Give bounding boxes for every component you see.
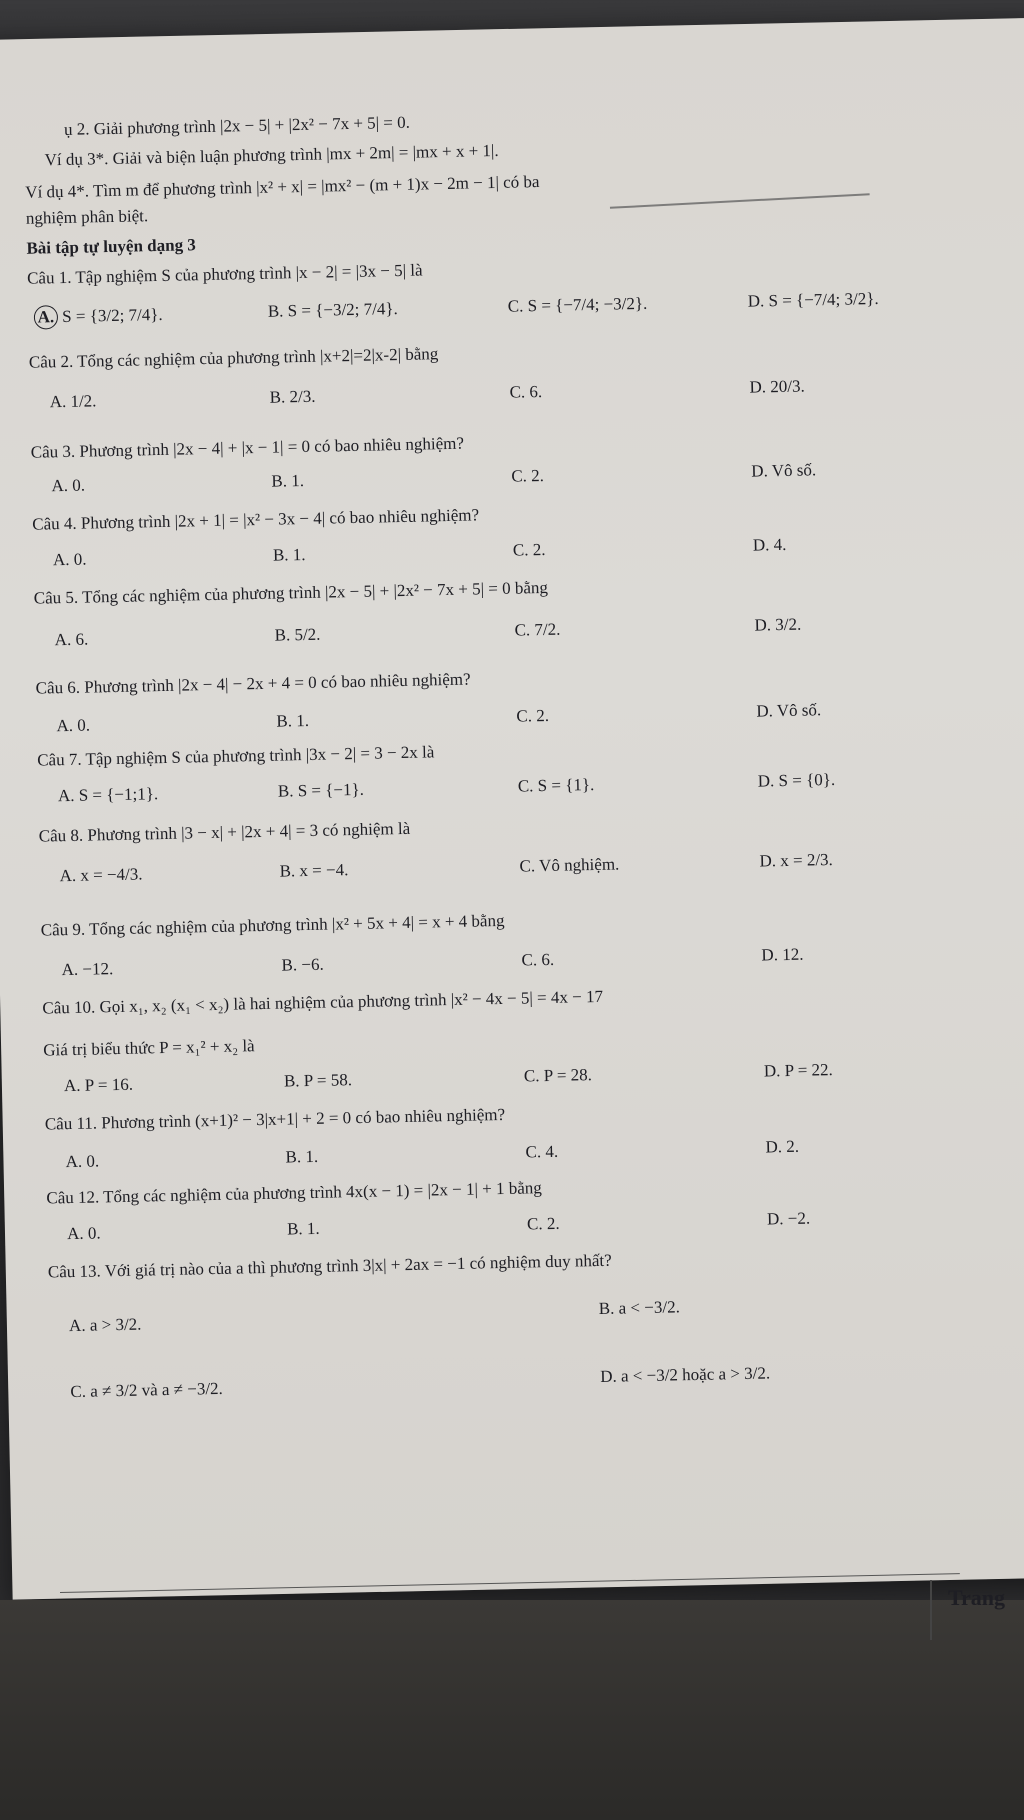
q2-option-d[interactable]: D. 20/3. — [749, 376, 805, 397]
q7-option-b[interactable]: B. S = {−1}. — [277, 779, 365, 801]
q1-option-a-text: S = {3/2; 7/4}. — [61, 304, 163, 327]
q8-option-d[interactable]: D. x = 2/3. — [759, 850, 834, 871]
question-3: Câu 3. Phương trình |2x − 4| + |x − 1| = 0 có bao nhiêu nghiệm? — [30, 433, 465, 462]
q13-option-c[interactable]: C. a ≠ 3/2 và a ≠ −3/2. — [70, 1378, 224, 1402]
q3-option-d[interactable]: D. Vô số. — [751, 460, 817, 481]
q4-option-d[interactable]: D. 4. — [752, 534, 787, 555]
q10-option-a[interactable]: A. P = 16. — [63, 1074, 134, 1096]
q10-option-b[interactable]: B. P = 58. — [283, 1070, 353, 1091]
section-heading: Bài tập tự luyện dạng 3 — [26, 235, 197, 258]
q2-option-c[interactable]: C. 6. — [509, 381, 543, 402]
question-9: Câu 9. Tổng các nghiệm của phương trình |x² + 5x + 4| = x + 4 bằng — [40, 910, 505, 940]
q12-option-c[interactable]: C. 2. — [526, 1213, 560, 1234]
q1-option-d[interactable]: D. S = {−7/4; 3/2}. — [747, 288, 879, 311]
q13-option-b[interactable]: B. a < −3/2. — [598, 1297, 681, 1319]
q6-option-a[interactable]: A. 0. — [56, 715, 91, 736]
question-6: Câu 6. Phương trình |2x − 4| − 2x + 4 = 0 có bao nhiêu nghiệm? — [35, 669, 471, 698]
q1-option-a[interactable] — [38, 303, 163, 330]
question-13: Câu 13. Với giá trị nào của a thì phương trình 3|x| + 2ax = −1 có nghiệm duy nhất? — [47, 1250, 612, 1282]
q8-option-b[interactable]: B. x = −4. — [279, 860, 349, 881]
q13-option-a[interactable]: A. a > 3/2. — [68, 1314, 142, 1336]
example-2: ụ 2. Giải phương trình |2x − 5| + |2x² − 7x + 5| = 0. — [63, 112, 411, 139]
example-4-cont: nghiệm phân biệt. — [25, 206, 149, 228]
q9-option-c[interactable]: C. 6. — [521, 949, 555, 970]
question-12: Câu 12. Tổng các nghiệm của phương trình 4x(x − 1) = |2x − 1| + 1 bằng — [46, 1178, 542, 1208]
q1-option-c[interactable]: C. S = {−7/4; −3/2}. — [507, 293, 648, 316]
q4-option-b[interactable]: B. 1. — [272, 544, 306, 565]
q2-option-b[interactable]: B. 2/3. — [269, 386, 316, 407]
q6-option-c[interactable]: C. 2. — [516, 705, 550, 726]
q7-option-a[interactable]: A. S = {−1;1}. — [57, 784, 159, 806]
question-8: Câu 8. Phương trình |3 − x| + |2x + 4| = 3 có nghiệm là — [38, 818, 411, 846]
q10-option-c[interactable]: C. P = 28. — [523, 1065, 593, 1086]
q5-option-b[interactable]: B. 5/2. — [274, 624, 321, 645]
q10-option-d[interactable]: D. P = 22. — [763, 1060, 834, 1081]
q9-option-d[interactable]: D. 12. — [761, 944, 804, 965]
q11-option-d[interactable]: D. 2. — [765, 1136, 800, 1157]
q7-option-c[interactable]: C. S = {1}. — [517, 774, 595, 796]
question-7: Câu 7. Tập nghiệm S của phương trình |3x − 2| = 3 − 2x là — [37, 742, 435, 770]
footer-vertical-rule — [930, 1580, 932, 1640]
question-2: Câu 2. Tổng các nghiệm của phương trình |x+2|=2|x-2| bằng — [28, 344, 439, 372]
question-10-expression: Giá trị biểu thức P = x₁² + x₂ là — [43, 1036, 255, 1060]
q9-option-a[interactable]: A. −12. — [61, 959, 114, 980]
q12-option-b[interactable]: B. 1. — [286, 1218, 320, 1239]
q5-option-a[interactable]: A. 6. — [54, 629, 89, 650]
q3-option-c[interactable]: C. 2. — [511, 465, 545, 486]
q11-option-c[interactable]: C. 4. — [525, 1141, 559, 1162]
example-4: Ví dụ 4*. Tìm m để phương trình |x² + x| = |mx² − (m + 1)x − 2m − 1| có ba — [25, 172, 540, 202]
q11-option-b[interactable]: B. 1. — [285, 1146, 319, 1167]
q9-option-b[interactable]: B. −6. — [281, 954, 324, 975]
q12-option-a[interactable]: A. 0. — [66, 1223, 101, 1244]
question-5: Câu 5. Tổng các nghiệm của phương trình |2x − 5| + |2x² − 7x + 5| = 0 bằng — [33, 577, 549, 608]
question-10: Câu 10. Gọi x₁, x₂ (x₁ < x₂) là hai nghiệm của phương trình |x² − 4x − 5| = 4x − 17 — [42, 986, 604, 1018]
q5-option-c[interactable]: C. 7/2. — [514, 619, 561, 640]
q6-option-b[interactable]: B. 1. — [276, 710, 310, 731]
example-3: Ví dụ 3*. Giải và biện luận phương trình |mx + 2m| = |mx + x + 1|. — [44, 140, 499, 170]
q7-option-d[interactable]: D. S = {0}. — [757, 769, 836, 791]
q4-option-c[interactable]: C. 2. — [512, 539, 546, 560]
q13-option-d[interactable]: D. a < −3/2 hoặc a > 3/2. — [600, 1363, 771, 1386]
q12-option-d[interactable]: D. −2. — [766, 1208, 811, 1229]
q4-option-a[interactable]: A. 0. — [52, 549, 87, 570]
question-11: Câu 11. Phương trình (x+1)² − 3|x+1| + 2 = 0 có bao nhiêu nghiệm? — [44, 1104, 506, 1134]
selected-answer-mark: A. — [34, 305, 58, 329]
q1-option-b[interactable]: B. S = {−3/2; 7/4}. — [267, 299, 398, 321]
page-label: Trang — [948, 1585, 1006, 1610]
q3-option-b[interactable]: B. 1. — [271, 471, 305, 491]
background-surface — [0, 1600, 1024, 1820]
q8-option-c[interactable]: C. Vô nghiệm. — [519, 854, 620, 876]
q6-option-d[interactable]: D. Vô số. — [756, 700, 822, 721]
question-1: Câu 1. Tập nghiệm S của phương trình |x − 2| = |3x − 5| là — [26, 260, 423, 288]
question-4: Câu 4. Phương trình |2x + 1| = |x² − 3x − 4| có bao nhiêu nghiệm? — [32, 505, 480, 534]
q11-option-a[interactable]: A. 0. — [65, 1151, 100, 1172]
q8-option-a[interactable]: A. x = −4/3. — [59, 864, 143, 886]
q3-option-a[interactable]: A. 0. — [51, 475, 86, 496]
q5-option-d[interactable]: D. 3/2. — [754, 614, 802, 635]
q2-option-a[interactable]: A. 1/2. — [49, 391, 97, 412]
